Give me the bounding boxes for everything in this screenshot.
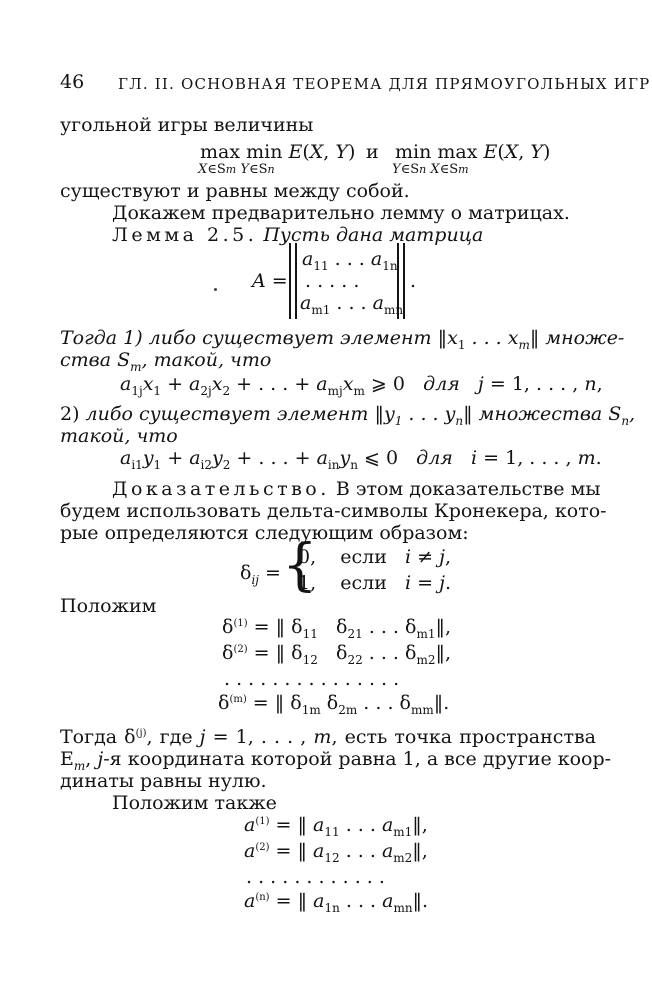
matrix-period: .: [410, 270, 417, 292]
delta-vector-m: $\delta^{(m)}$ = ‖ $\delta_{1m}$ $\delta_{2m}$ . . . $\delta_{mm}‖$.: [218, 692, 450, 717]
formula-minmax: min max E(X, Y): [395, 141, 551, 163]
matrix-left-norm: [289, 243, 297, 319]
kronecker-case-1: 0, если i ≠ j,: [298, 546, 452, 568]
lemma-case-1: Тогда 1) либо существует элемент $‖x_1$ . . . $x_m‖$ множе-: [60, 327, 625, 352]
paragraph-line: Докажем предварительно лемму о матрицах.: [112, 202, 570, 224]
a-vector-n: $a^{(n)}$ = ‖ $a_{1n}$ . . . $a_{mn}‖$.: [244, 890, 429, 915]
formula-maxmin: max min E(X, Y): [200, 141, 356, 163]
a-vector-dots: . . . . . . . . . . . .: [246, 866, 385, 888]
inequality-1: $a_{1j}x_1 + a_{2j}x_2$ + . . . + $a_{mj}x_m$ ⩾ 0 для j = 1, . . . , n,: [120, 373, 603, 398]
matrix-row-1: $a_{11}$ . . . $a_{1n}$: [302, 248, 398, 273]
lemma-case-1-cont: ства $S_m$, такой, что: [60, 349, 272, 374]
formula-minmax-subscripts: Y∈Sn X∈Sm: [392, 162, 469, 177]
paragraph-line: будем использовать дельта-символы Кронекера, кото-: [60, 500, 607, 522]
lemma-case-2-cont: такой, что: [60, 425, 178, 447]
a-vector-2: $a^{(2)}$ = ‖ $a_{12}$ . . . $a_{m2}‖$,: [244, 840, 428, 865]
lemma-statement: Лемма 2.5. Пусть дана матрица: [112, 224, 484, 246]
delta-vector-1: $\delta^{(1)}$ = ‖ $\delta_{11}$ $\delta_{21}$ . . . $\delta_{m1}‖$,: [222, 616, 452, 641]
kronecker-case-2: 1, если i = j.: [298, 572, 452, 594]
matrix-row-2: . . . . .: [305, 270, 360, 292]
left-brace: {: [282, 533, 318, 598]
inequality-2: $a_{i1}y_1 + a_{i2}y_2$ + . . . + $a_{in}y_n$ ⩽ 0 для i = 1, . . . , m.: [120, 447, 602, 472]
paragraph-line: рые определяются следующим образом:: [60, 522, 469, 544]
print-speck: [214, 288, 217, 291]
paragraph-line: угольной игры величины: [60, 114, 314, 136]
kronecker-lhs: $\delta_{ij}$ =: [240, 562, 281, 587]
matrix-row-3: $a_{m1}$ . . . $a_{mn}$: [300, 292, 404, 317]
paragraph-line: существуют и равны между собой.: [60, 180, 410, 202]
a-vector-1: $a^{(1)}$ = ‖ $a_{11}$ . . . $a_{m1}‖$,: [244, 814, 428, 839]
paragraph-line: Положим: [60, 595, 157, 617]
matrix-lhs: A =: [252, 270, 288, 292]
paragraph-line: Положим также: [112, 792, 277, 814]
running-title: ГЛ. II. ОСНОВНАЯ ТЕОРЕМА ДЛЯ ПРЯМОУГОЛЬНЫХ ИГР: [118, 75, 651, 93]
formula-and: и: [366, 141, 379, 163]
delta-vector-2: $\delta^{(2)}$ = ‖ $\delta_{12}$ $\delta_{22}$ . . . $\delta_{m2}‖$,: [222, 642, 452, 667]
proof-start: Доказательство. В этом доказательстве мы: [112, 478, 601, 500]
paragraph-line: Тогда $\delta^{(j)}$, где j = 1, . . . , m, есть точка пространства: [60, 726, 596, 748]
formula-maxmin-subscripts: X∈Sm Y∈Sn: [198, 162, 275, 177]
delta-vector-dots: . . . . . . . . . . . . . . .: [224, 668, 400, 690]
paragraph-line: $E_m$, j-я координата которой равна 1, а все другие коор-: [60, 748, 612, 773]
paragraph-line: динаты равны нулю.: [60, 770, 267, 792]
lemma-case-2: 2) либо существует элемент $‖y_1$ . . . $y_n‖$ множества $S_n$,: [60, 403, 636, 428]
page-number: 46: [60, 71, 85, 93]
